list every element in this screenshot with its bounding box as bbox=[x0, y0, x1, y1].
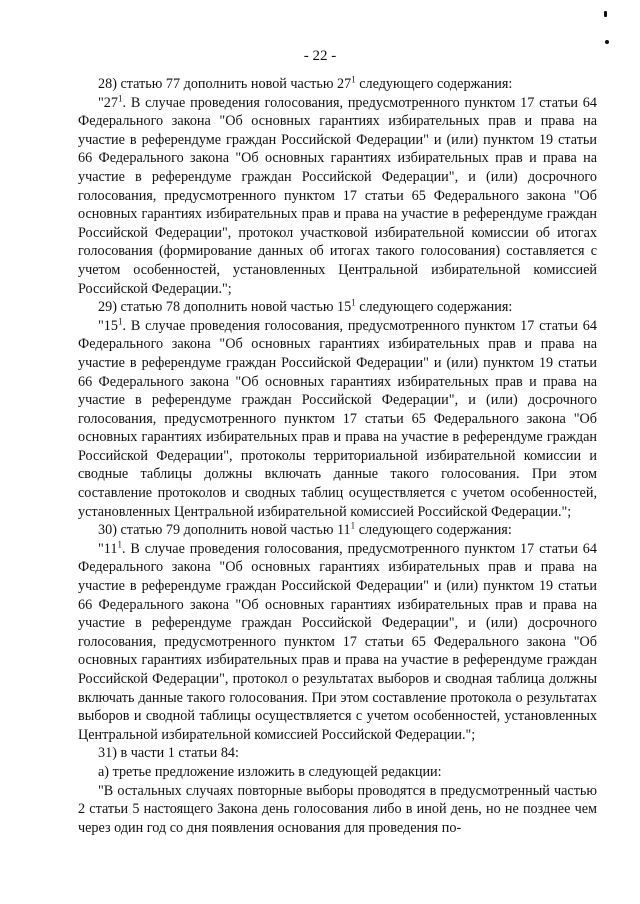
document-body bbox=[78, 75, 597, 837]
page-number: - 22 - bbox=[303, 48, 337, 64]
superscript: 1 bbox=[351, 297, 356, 308]
superscript: 1 bbox=[350, 520, 356, 531]
item-28-quote: "$27^1$. В случае проведения голосования, предусмотренного пунктом 17 статьи 64 Федерального закона "Об основных гарантиях избирательных прав и права на участие в референдуме граждан Российской Федерации" и (или) пунктом 19 статьи 66 Федерального закона "Об основных гарантиях избирательных прав и права на участие в референдуме граждан Российской Федерации", и (или) досрочного голосования, предусмотренного пунктом 17 статьи 65 Федерального закона "Об основных гарантиях избирательных прав и права на участие в референдуме граждан Российской Федерации", протокол участковой избирательной комиссии об итогах голосования (формирование данных об итогах такого голосования) составляется с учетом особенностей, установленных Центральной избирательной комиссией Российской Федерации."; bbox=[78, 92, 597, 297]
item-28-intro: 28) статью 77 дополнить новой частью $27^1$ следующего содержания: bbox=[98, 74, 513, 92]
superscript: 1 bbox=[117, 539, 122, 550]
superscript: 1 bbox=[117, 92, 123, 103]
scan-mark bbox=[604, 11, 607, 17]
superscript: 1 bbox=[117, 315, 123, 326]
item-30-quote: "$11^1$. В случае проведения голосования, предусмотренного пунктом 17 статьи 64 Федерального закона "Об основных гарантиях избирательных прав и права на участие в референдуме граждан Российской Федерации" и (или) пунктом 19 статьи 66 Федерального закона "Об основных гарантиях избирательных прав и права на участие в референдуме граждан Российской Федерации", и (или) досрочного голосования, предусмотренного пунктом 17 статьи 65 Федерального закона "Об основных гарантиях избирательных прав и права на участие в референдуме граждан Российской Федерации", протокол о результатах выборов и сводная таблица должны включать данные такого голосования. При этом составление протокола о результатах выборов и сводной таблицы осуществляется с учетом особенностей, установленных Центральной избирательной комиссией Российской Федерации."; bbox=[78, 539, 597, 743]
scan-dot bbox=[605, 40, 609, 44]
item-31-quote: "В остальных случаях повторные выборы проводятся в предусмотренный частью 2 статьи 5 настоящего Закона день голосования либо в иной день, но не позднее чем через один год со дня появления основания для проведения по- bbox=[78, 782, 597, 836]
item-31-sub-a: а) третье предложение изложить в следующей редакции: bbox=[98, 763, 442, 780]
item-30-intro: 30) статью 79 дополнить новой частью $11^1$ следующего содержания: bbox=[98, 520, 512, 539]
item-31-heading: 31) в части 1 статьи 84: bbox=[98, 745, 239, 762]
item-29-quote: "$15^1$. В случае проведения голосования, предусмотренного пунктом 17 статьи 64 Федерального закона "Об основных гарантиях избирательных прав и права на участие в референдуме граждан Российской Федерации" и (или) пунктом 19 статьи 66 Федерального закона "Об основных гарантиях избирательных прав и права на участие в референдуме граждан Российской Федерации", и (или) досрочного голосования, предусмотренного пунктом 17 статьи 65 Федерального закона "Об основных гарантиях избирательных прав и права на участие в референдуме граждан Российской Федерации", протоколы территориальной избирательной комиссии и сводные таблицы должны включать данные такого голосования. При этом составление протоколов и сводных таблиц осуществляется с учетом особенностей, установленных Центральной избирательной комиссией Российской Федерации."; bbox=[78, 315, 597, 520]
superscript: 1 bbox=[351, 74, 356, 85]
item-29-intro: 29) статью 78 дополнить новой частью $15^1$ следующего содержания: bbox=[98, 297, 513, 316]
